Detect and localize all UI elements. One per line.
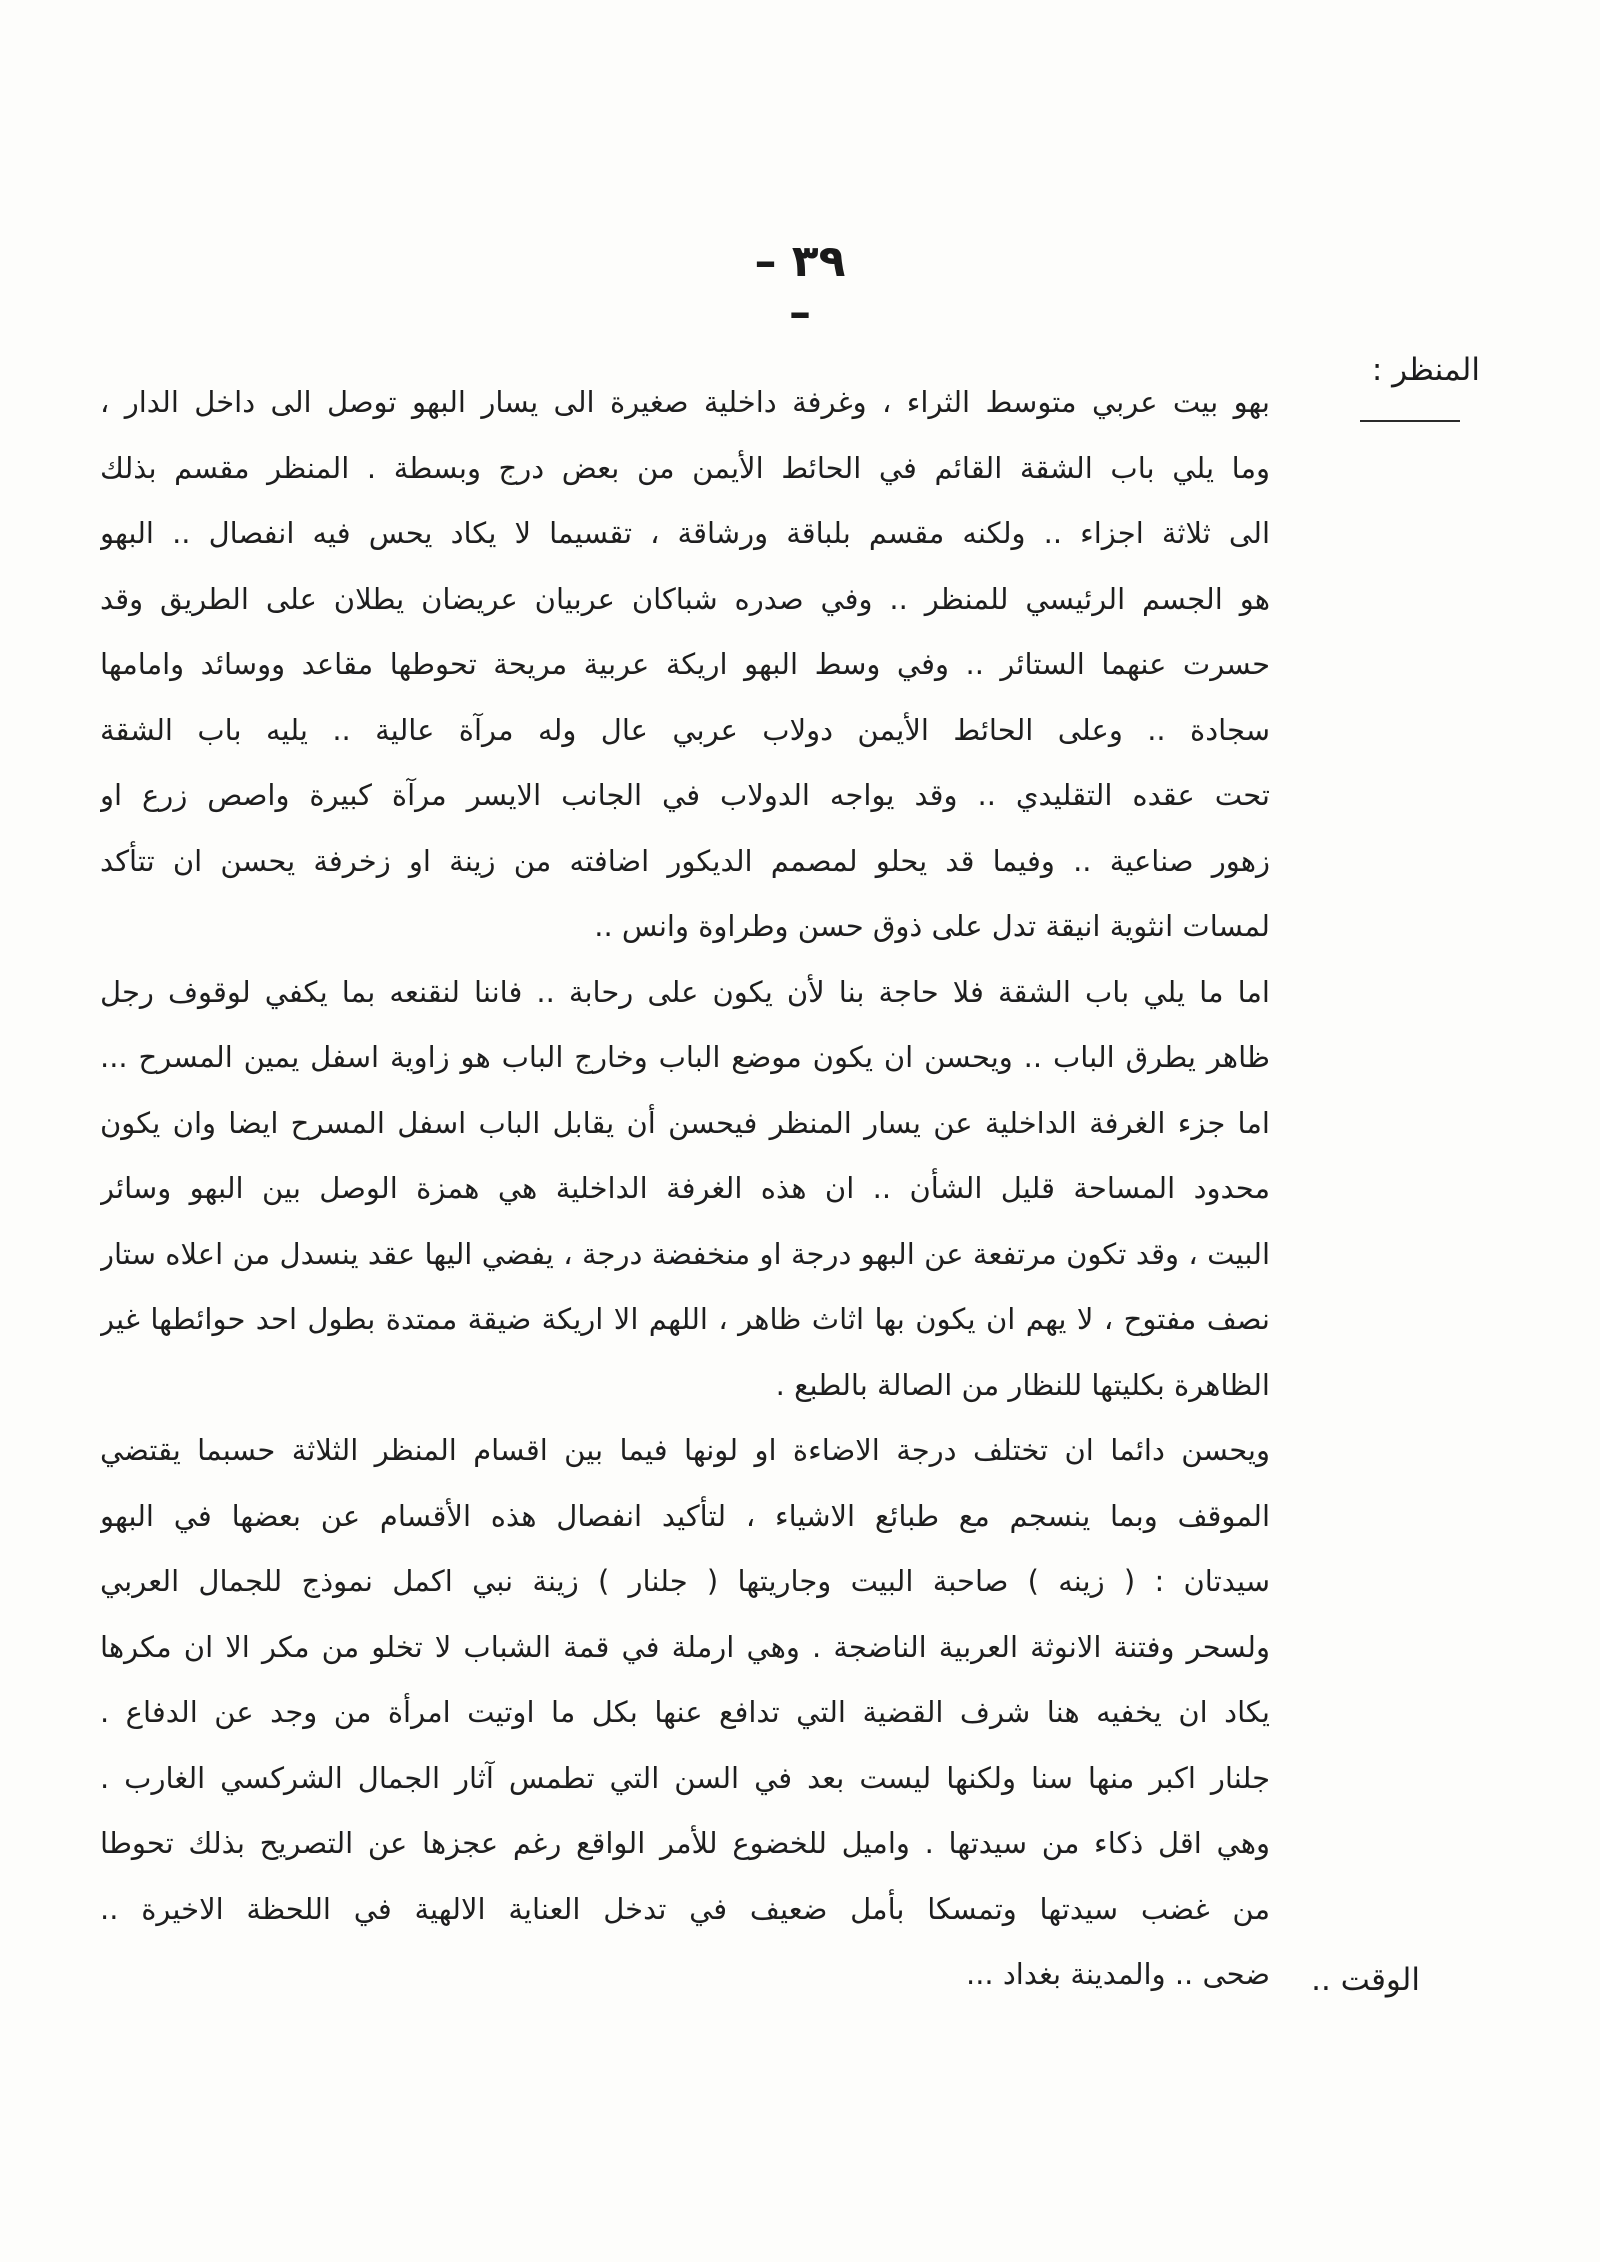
text-line: ضحى .. والمدينة بغداد ... xyxy=(966,1957,1270,1991)
text-line: بهو بيت عربي متوسط الثراء ، وغرفة داخلية صغيرة الى يسار البهو توصل الى داخل الدار ، xyxy=(100,385,1270,419)
text-line: محدود المساحة قليل الشأن .. ان هذه الغرفة الداخلية هي همزة الوصل بين البهو وسائر xyxy=(100,1171,1270,1205)
text-line: زهور صناعية .. وفيما قد يحلو لمصمم الديكور اضافته من زينة او زخرفة يحسن ان تتأكد xyxy=(100,843,1270,878)
text-line: البيت ، وقد تكون مرتفعة عن البهو درجة او منخفضة درجة ، يفضي اليها عقد ينسدل من اعلاه ستار xyxy=(100,1236,1270,1271)
text-line: ظاهر يطرق الباب .. ويحسن ان يكون موضع الباب وخارج الباب هو زاوية اسفل يمين المسرح ... xyxy=(100,1040,1270,1074)
text-line: وما يلي باب الشقة القائم في الحائط الأيمن من بعض درج وبسطة . المنظر مقسم بذلك xyxy=(100,450,1270,485)
text-line: الى ثلاثة اجزاء .. ولكنه مقسم بلباقة ورشاقة ، تقسيما لا يكاد يحس فيه انفصال .. البهو xyxy=(100,516,1270,550)
scene-label-underline xyxy=(1360,420,1460,422)
text-line: الظاهرة بكليتها للنظار من الصالة بالطبع . xyxy=(775,1367,1270,1402)
text-line: هو الجسم الرئيسي للمنظر .. وفي صدره شباكان عربيان عريضان يطلان على الطريق وقد xyxy=(100,581,1270,616)
stage-directions-text xyxy=(100,370,1270,2008)
text-line: حسرت عنهما الستائر .. وفي وسط البهو اريكة عربية مريحة تحوطها مقاعد ووسائد وامامها xyxy=(100,647,1270,681)
text-line: اما ما يلي باب الشقة فلا حاجة بنا لأن يكون على رحابة .. فاننا لنقنعه بما يكفي لوقوف رجل xyxy=(100,974,1270,1009)
text-line: سيدتان : ( زينه ) صاحبة البيت وجاريتها ( جلنار ) زينة نبي اكمل نموذج للجمال العربي xyxy=(100,1564,1270,1598)
text-line: سجادة .. وعلى الحائط الأيمن دولاب عربي عال وله مرآة عالية .. يليه باب الشقة xyxy=(100,712,1270,747)
scene-margin-label: المنظر : xyxy=(1371,352,1480,388)
text-line: تحت عقده التقليدي .. وقد يواجه الدولاب في الجانب الايسر مرآة كبيرة واصص زرع او xyxy=(100,778,1270,812)
time-margin-label: الوقت .. xyxy=(1311,1962,1420,1998)
text-line: وهي اقل ذكاء من سيدتها . واميل للخضوع للأمر الواقع رغم عجزها عن التصريح بذلك تحوطا xyxy=(100,1826,1270,1860)
text-line: نصف مفتوح ، لا يهم ان يكون بها اثاث ظاهر ، اللهم الا اريكة ضيقة ممتدة بطول احد حوائطها غير xyxy=(100,1302,1270,1336)
text-line: من غضب سيدتها وتمسكا بأمل ضعيف في تدخل العناية الالهية في اللحظة الاخيرة .. xyxy=(100,1891,1270,1926)
page-number: – ٣٩ – xyxy=(754,236,846,338)
text-line: ولسحر وفتنة الانوثة العربية الناضجة . وهي ارملة في قمة الشباب لا تخلو من مكر الا ان مكرها xyxy=(100,1629,1270,1664)
text-line: جلنار اكبر منها سنا ولكنها ليست بعد في السن التي تطمس آثار الجمال الشركسي الغارب . xyxy=(100,1760,1270,1795)
text-line: الموقف وبما ينسجم مع طبائع الاشياء ، لتأكيد انفصال هذه الأقسام عن بعضها في البهو xyxy=(100,1498,1270,1533)
text-line: لمسات انثوية انيقة تدل على ذوق حسن وطراوة وانس .. xyxy=(594,909,1270,943)
text-line: يكاد ان يخفيه هنا شرف القضية التي تدافع عنها بكل ما اوتيت امرأة من وجد عن الدفاع . xyxy=(100,1695,1270,1729)
text-line: ويحسن دائما ان تختلف درجة الاضاءة او لونها فيما بين اقسام المنظر الثلاثة حسبما يقتضي xyxy=(100,1433,1270,1467)
text-line: اما جزء الغرفة الداخلية عن يسار المنظر فيحسن أن يقابل الباب اسفل المسرح ايضا وان يكون xyxy=(100,1105,1270,1140)
